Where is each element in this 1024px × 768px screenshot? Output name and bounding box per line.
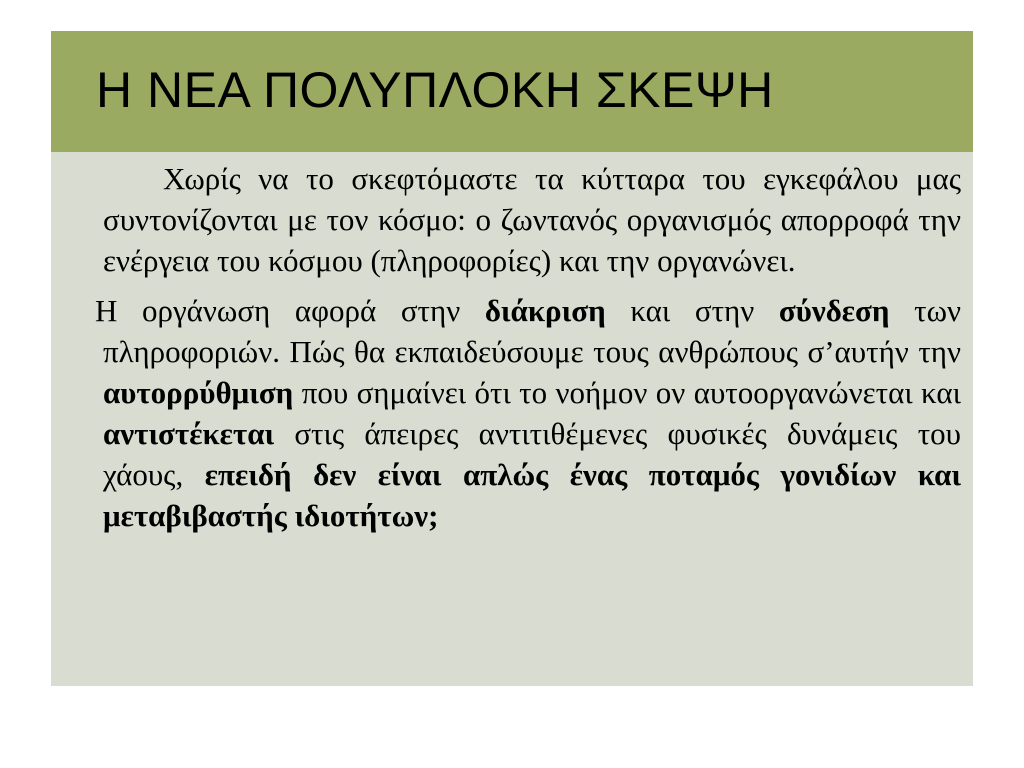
paragraph-2-text-5: στις άπειρες αντιτιθέμενες φυσικές δυνάμεις του χάους, [103, 416, 961, 492]
paragraph-2-text-2: και στην [605, 293, 779, 328]
bold-term-diakrisi: διάκριση [484, 293, 606, 328]
slide-body [95, 158, 961, 536]
paragraph-2 [95, 290, 961, 536]
slide-title: Η ΝΕΑ ΠΟΛΥΠΛΟΚΗ ΣΚΕΨΗ [96, 62, 774, 118]
paragraph-2-text-3: των πληροφοριών. Πώς θα εκπαιδεύσουμε τους ανθρώπους σ’αυτήν την [103, 293, 961, 369]
bold-term-antistaketai: αντιστέκεται [103, 416, 275, 451]
bold-term-syndesi: σύνδεση [778, 293, 890, 328]
bold-term-autorrythmisi: αυτορρύθμιση [103, 375, 294, 410]
title-bar [51, 31, 973, 152]
content-box [51, 152, 973, 686]
paragraph-2-text-1: Η οργάνωση αφορά στην [95, 293, 485, 328]
bold-closing-question: επειδή δεν είναι απλώς ένας ποταμός γονιδίων και μεταβιβαστής ιδιοτήτων; [103, 457, 961, 533]
paragraph-2-text-4: που σημαίνει ότι το νοήμον ον αυτοοργανώνεται και [293, 375, 961, 410]
paragraph-1: Χωρίς να το σκεφτόμαστε τα κύτταρα του εγκεφάλου μας συντονίζονται με τον κόσμο: ο ζωντανός οργανισμός απορροφά την ενέργεια του κόσμου (πληροφορίες) και την οργανώνει. [103, 161, 961, 278]
